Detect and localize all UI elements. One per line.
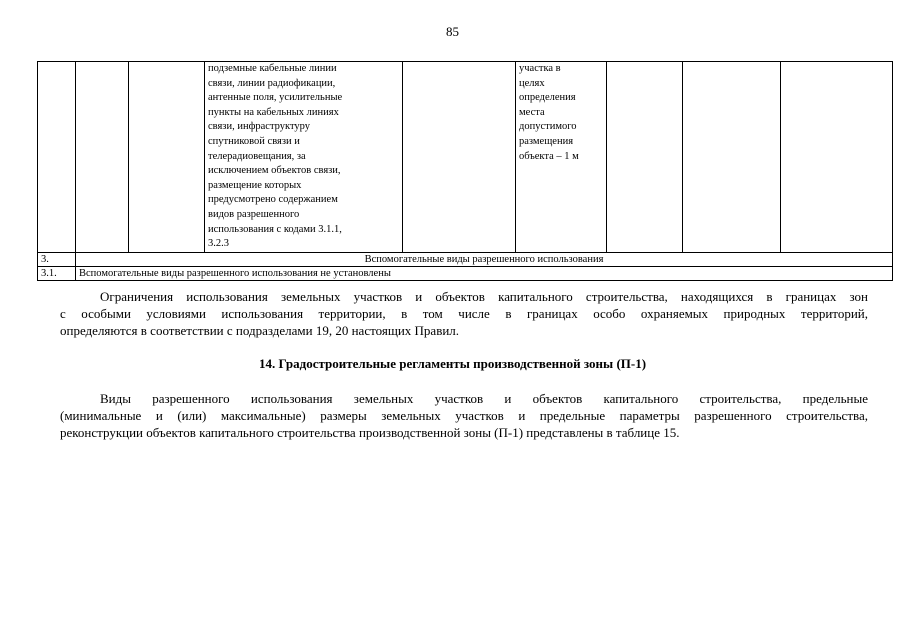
table-subsection-row (38, 266, 893, 280)
section-number: 3. (38, 252, 76, 266)
paragraph-line: реконструкции объектов капитального строительства производственной зоны (П-1) представлены в таблице 15. (60, 425, 680, 440)
table-cell (38, 62, 76, 253)
section-heading: 14. Градостроительные регламенты производственной зоны (П-1) (258, 356, 647, 371)
table-cell (607, 62, 683, 253)
restrictions-paragraph (60, 288, 868, 339)
table-section-row (38, 252, 893, 266)
intro-paragraph (60, 390, 868, 441)
table-cell (403, 62, 516, 253)
paragraph-line: определяются в соответствии с подразделами 19, 20 настоящих Правил. (60, 323, 460, 338)
paragraph-line: Виды разрешенного использования земельных участков и объектов капитального строительства, предельные (100, 391, 868, 406)
setback-parameter-cell: участка в целях определения места допустимого размещения объекта – 1 м (516, 62, 607, 253)
paragraph-line: (минимальные и (или) максимальные) размеры земельных участков и предельные параметры разрешенного строительства, (60, 408, 868, 423)
table-cell (129, 62, 205, 253)
subsection-number: 3.1. (38, 266, 76, 280)
subsection-text: Вспомогательные виды разрешенного использования не установлены (76, 266, 893, 280)
permitted-use-description-cell: подземные кабельные линии связи, линии радиофикации, антенные поля, усилительные пункты на кабельных линиях связи, инфраструктуру спутниковой связи и телерадиовещания, за исключением объектов связи, размещение которых предусмотрено содержанием видов разрешенного использования с кодами 3.1.1, 3.2.3 (205, 62, 403, 253)
table-cell (683, 62, 781, 253)
table-cell (781, 62, 893, 253)
section-title: Вспомогательные виды разрешенного использования (76, 252, 893, 266)
regulations-table (37, 61, 893, 281)
paragraph-line: с особыми условиями использования территории, в том числе в границах особо охраняемых природных территорий, (60, 306, 868, 321)
table-row-continued (38, 62, 893, 253)
paragraph-line: Ограничения использования земельных участков и объектов капитального строительства, находящихся в границах зон (100, 289, 868, 304)
table-cell (76, 62, 129, 253)
page-number: 85 (446, 24, 459, 39)
